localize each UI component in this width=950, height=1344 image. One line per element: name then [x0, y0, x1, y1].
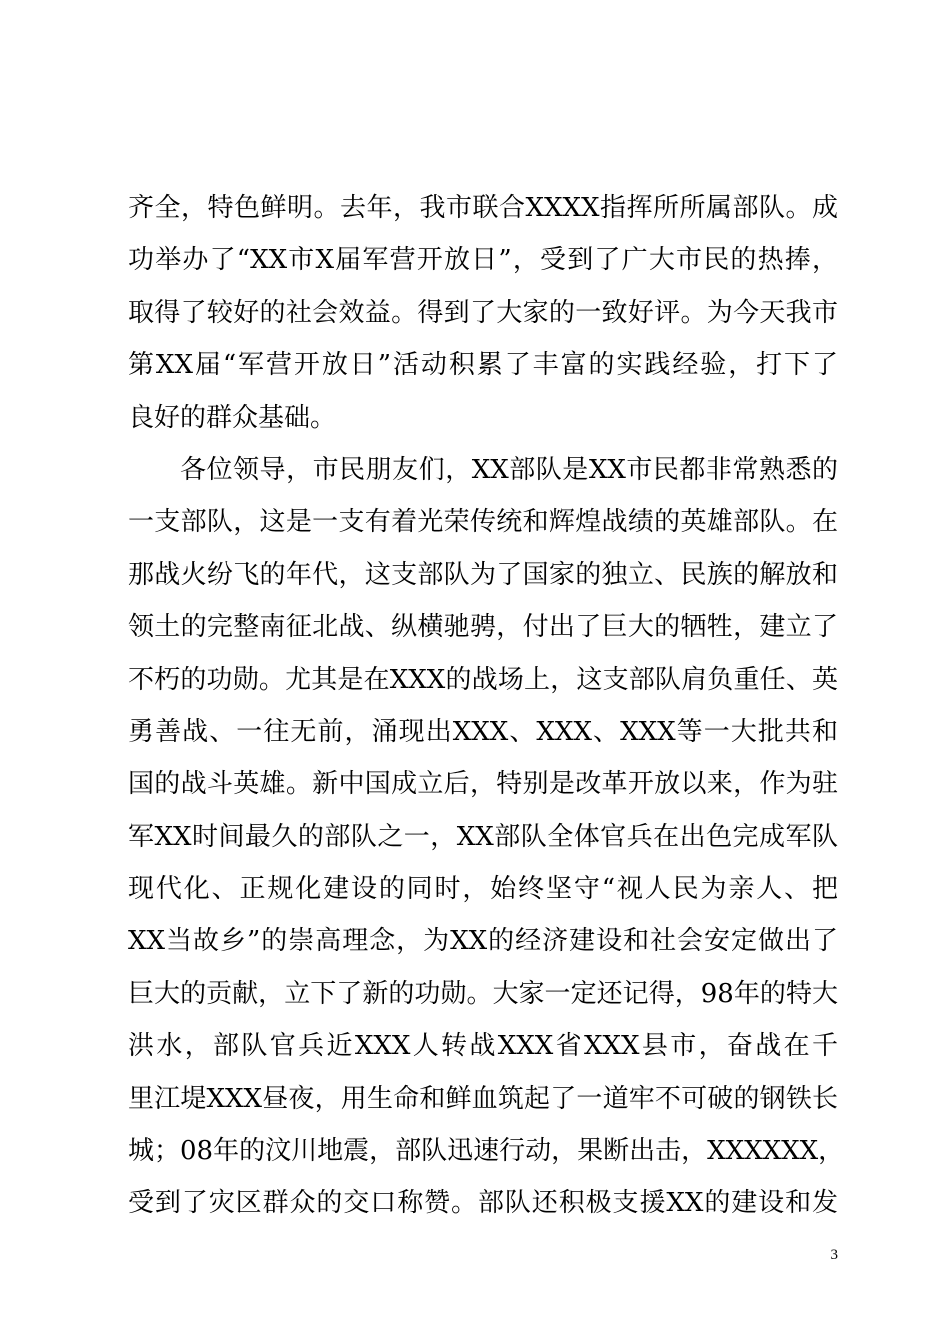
- paragraph-line: 一支部队，这是一支有着光荣传统和辉煌战绩的英雄部队。在: [128, 507, 838, 538]
- paragraph-line: 不朽的功勋。尤其是在XXX的战场上，这支部队肩负重任、英: [128, 664, 838, 695]
- paragraph-line: 受到了灾区群众的交口称赞。部队还积极支援XX的建设和发: [128, 1188, 838, 1219]
- paragraph-line: 取得了较好的社会效益。得到了大家的一致好评。为今天我市: [128, 297, 838, 328]
- paragraph-line: 良好的群众基础。: [128, 402, 337, 433]
- paragraph-1: [128, 182, 838, 444]
- paragraph-line: 巨大的贡献，立下了新的功勋。大家一定还记得，98年的特大: [128, 978, 838, 1009]
- paragraph-line: 各位领导，市民朋友们，XX部队是XX市民都非常熟悉的: [180, 454, 838, 485]
- paragraph-line: 里江堤XXX昼夜，用生命和鲜血筑起了一道牢不可破的钢铁长: [128, 1083, 838, 1114]
- paragraph-2: [128, 444, 845, 1230]
- paragraph-line: 领土的完整南征北战、纵横驰骋，付出了巨大的牺牲，建立了: [128, 612, 838, 643]
- paragraph-line: 那战火纷飞的年代，这支部队为了国家的独立、民族的解放和: [128, 559, 838, 590]
- paragraph-line: 功举办了“XX市X届军营开放日”，受到了广大市民的热捧，: [128, 245, 838, 276]
- page-number: 3: [830, 1247, 838, 1263]
- paragraph-line: 齐全，特色鲜明。去年，我市联合XXXX指挥所所属部队。成: [128, 193, 838, 223]
- paragraph-line: 军XX时间最久的部队之一，XX部队全体官兵在出色完成军队: [128, 821, 838, 852]
- paragraph-line: 第XX届“军营开放日”活动积累了丰富的实践经验，打下了: [128, 350, 838, 381]
- paragraph-line: 城；08年的汶川地震，部队迅速行动，果断出击，XXXXXX，: [128, 1136, 845, 1167]
- paragraph-line: 勇善战、一往无前，涌现出XXX、XXX、XXX等一大批共和: [128, 716, 838, 747]
- paragraph-line: 国的战斗英雄。新中国成立后，特别是改革开放以来，作为驻: [128, 769, 838, 800]
- paragraph-line: XX当故乡”的崇高理念，为XX的经济建设和社会安定做出了: [128, 926, 838, 957]
- paragraph-line: 现代化、正规化建设的同时，始终坚守“视人民为亲人、把: [128, 874, 838, 905]
- body-text: [128, 182, 845, 1230]
- paragraph-line: 洪水，部队官兵近XXX人转战XXX省XXX县市，奋战在千: [128, 1031, 838, 1062]
